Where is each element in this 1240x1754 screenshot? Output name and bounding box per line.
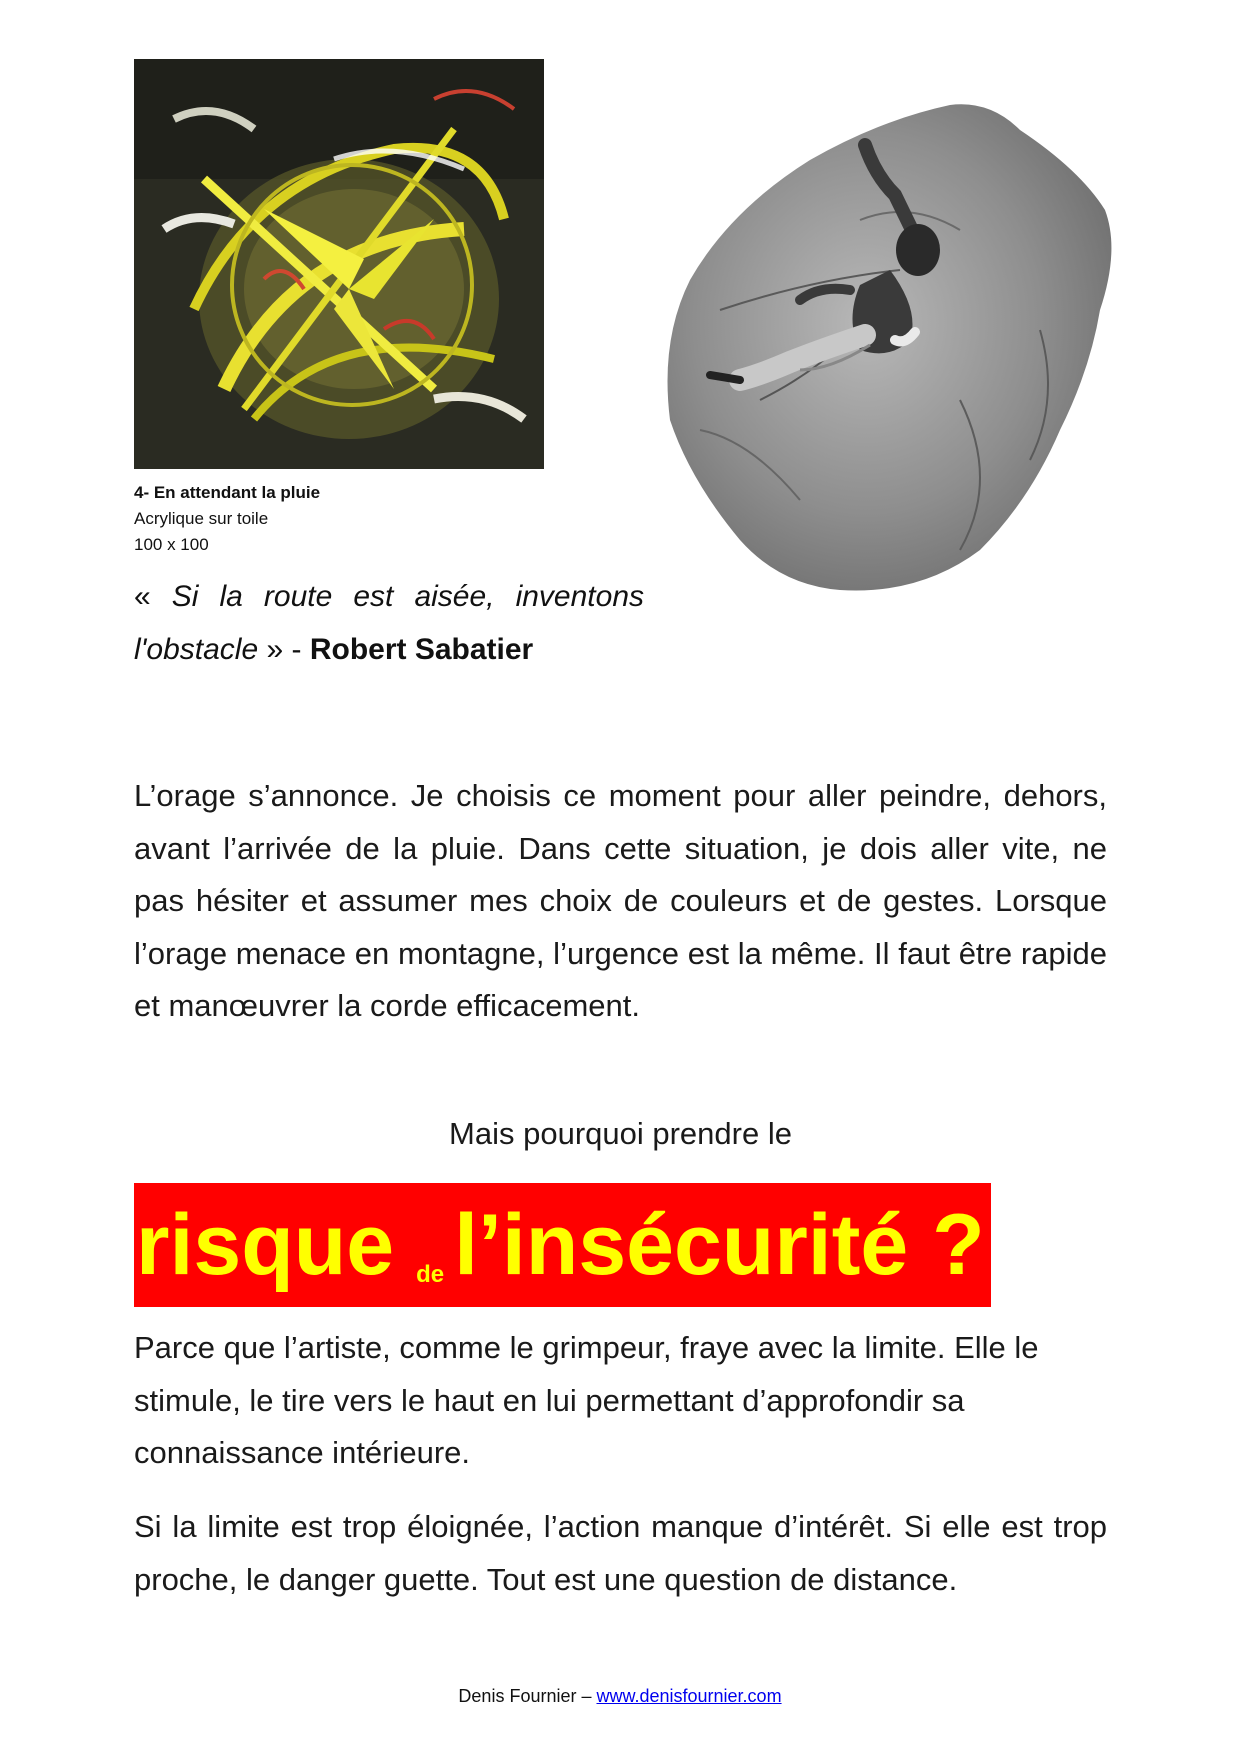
footer-separator: – xyxy=(576,1686,597,1706)
footer xyxy=(0,1686,1240,1707)
question-lead: Mais pourquoi prendre le xyxy=(449,1116,792,1151)
banner-word-risque: risque xyxy=(136,1197,395,1293)
quote-open: « xyxy=(134,580,172,613)
artwork-size: 100 x 100 xyxy=(134,535,209,554)
quote xyxy=(134,570,644,676)
painting-image xyxy=(134,59,544,469)
paragraph-storm: L’orage s’annonce. Je choisis ce moment pour aller peindre, dehors, avant l’arrivée de la pluie. Dans cette situation, je dois aller vite, ne pas hésiter et assumer mes choix de couleurs et de gestes. Lorsque l’orage menace en montagne, l’urgence est la même. Il faut être rapide et manœuvrer la corde efficacement. xyxy=(134,778,1107,1023)
climber-photo xyxy=(660,100,1120,600)
banner-word-insecurite: l’insécurité ? xyxy=(454,1197,985,1293)
banner-connector: de xyxy=(416,1261,445,1288)
quote-author: Robert Sabatier xyxy=(309,633,534,666)
paragraph-limit: Parce que l’artiste, comme le grimpeur, fraye avec la limite. Elle le stimule, le tire vers le haut en lui permettant d’approfondir sa connaissance intérieure. xyxy=(134,1330,1039,1470)
artwork-title: 4- En attendant la pluie xyxy=(134,483,321,502)
risk-banner xyxy=(134,1183,991,1307)
quote-text: Si la route est aisée, inventons l'obstacle xyxy=(134,580,644,666)
paragraph-distance: Si la limite est trop éloignée, l’action manque d’intérêt. Si elle est trop proche, le danger guette. Tout est une question de distance. xyxy=(134,1509,1107,1597)
footer-website-link[interactable]: www.denisfournier.com xyxy=(596,1686,782,1706)
artwork-caption xyxy=(134,480,554,558)
quote-close: » - xyxy=(258,633,310,666)
artwork-medium: Acrylique sur toile xyxy=(134,509,269,528)
footer-author: Denis Fournier xyxy=(458,1686,577,1706)
